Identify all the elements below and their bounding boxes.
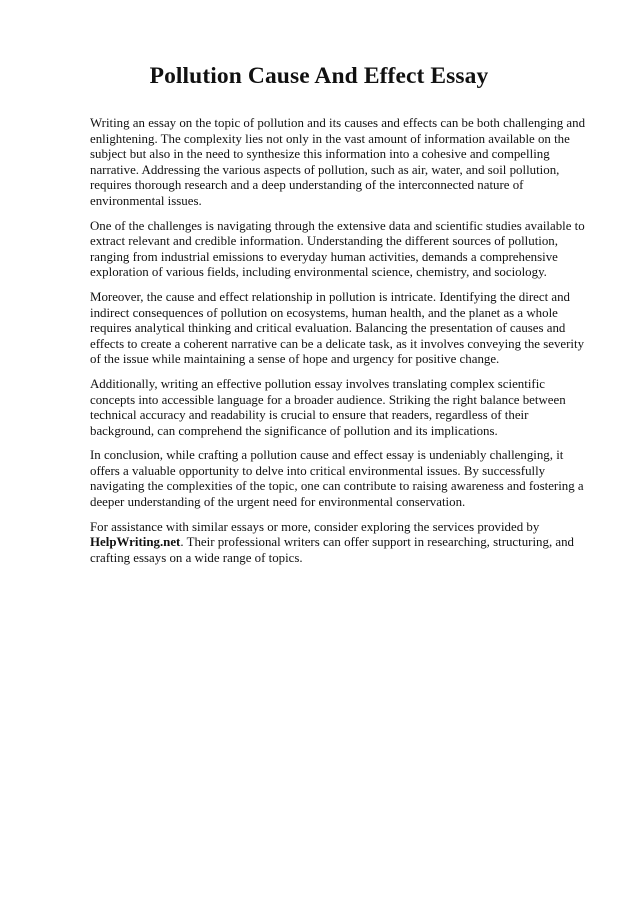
brand-name: HelpWriting.net (90, 535, 181, 550)
closing-paragraph (90, 520, 590, 567)
paragraph-3: Moreover, the cause and effect relationship in pollution is intricate. Identifying the direct and indirect consequences of pollution on ecosystems, human health, and the planet as a whole requires analytical thinking and critical evaluation. Balancing the presentation of causes and effects to create a coherent narrative can be a delicate task, as it involves conveying the severity of the issue while maintaining a sense of hope and urgency for positive change. (90, 289, 585, 367)
paragraph-2: One of the challenges is navigating through the extensive data and scientific studies available to extract relevant and credible information. Understanding the different sources of pollution, ranging from industrial emissions to everyday human activities, demands a comprehensive exploration of various fields, including environmental science, chemistry, and sociology. (90, 218, 585, 280)
document-title: Pollution Cause And Effect Essay (149, 63, 489, 89)
closing-text-before: For assistance with similar essays or more, consider exploring the services provided by (90, 519, 540, 534)
paragraph-4: Additionally, writing an effective pollution essay involves translating complex scientific concepts into accessible language for a broader audience. Striking the right balance between technical accuracy and readability is crucial to ensure that readers, regardless of their background, can comprehend the significance of pollution and its implications. (90, 376, 566, 438)
paragraph-1: Writing an essay on the topic of pollution and its causes and effects can be both challenging and enlightening. The complexity lies not only in the vast amount of information available on the subject but also in the need to synthesize this information into a cohesive and compelling narrative. Addressing the various aspects of pollution, such as air, water, and soil pollution, requires thorough research and a deep understanding of the interconnected nature of environmental issues. (90, 116, 586, 208)
closing-text-after: . Their professional writers can offer support in researching, structuring, and crafting essays on a wide range of topics. (90, 535, 575, 565)
paragraph-5: In conclusion, while crafting a pollution cause and effect essay is undeniably challenging, it offers a valuable opportunity to delve into critical environmental issues. By successfully navigating the complexities of the topic, one can contribute to raising awareness and fostering a deeper understanding of the urgent need for environmental conservation. (90, 448, 584, 510)
